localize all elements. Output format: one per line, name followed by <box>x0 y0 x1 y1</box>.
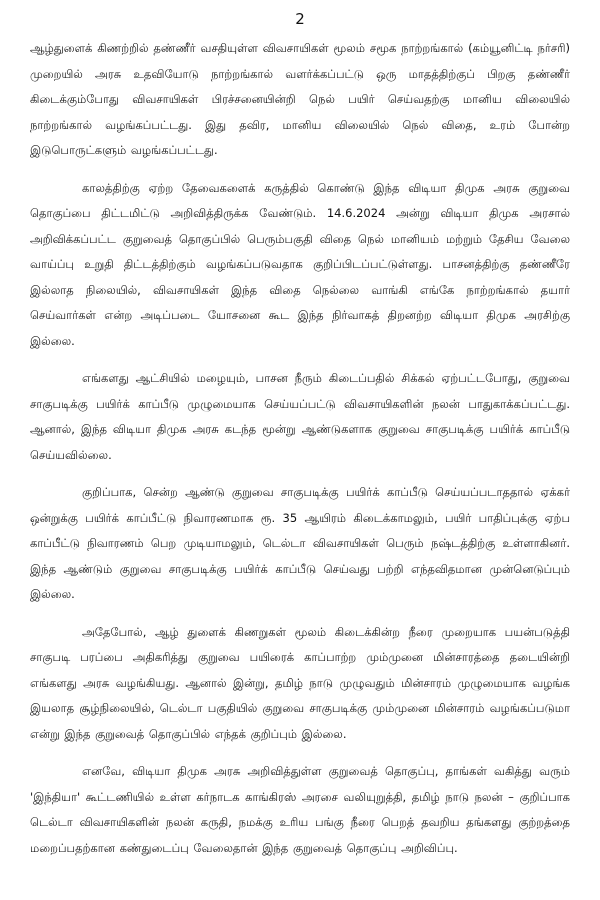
paragraph-2: காலத்திற்கு ஏற்ற தேவைகளைக் கருத்தில் கொண்டு இந்த விடியா திமுக அரசு குறுவை தொகுப்பை திட்டமிட்டு அறிவித்திருக்க வேண்டும். 14.6.2024 அன்று விடியா திமுக அரசால் அறிவிக்கப்பட்ட குறுவைத் தொகுப்பில் பெரும்பகுதி விதை நெல் மானியம் மற்றும் தேசிய வேலை வாய்ப்பு உறுதி திட்டத்திற்கும் வழங்கப்படுவதாக குறிப்பிடப்பட்டுள்ளது. பாசனத்திற்கு தண்ணீரே இல்லாத நிலையில், விவசாயிகள் இந்த விதை நெல்லை வாங்கி எங்கே நாற்றங்கால் தயார் செய்வார்கள் என்ற அடிப்படை யோசனை கூட இந்த நிர்வாகத் திறனற்ற விடியா திமுக அரசிற்கு இல்லை. <box>30 180 570 348</box>
paragraph-4: குறிப்பாக, சென்ற ஆண்டு குறுவை சாகுபடிக்கு பயிர்க் காப்பீடு செய்யப்படாததால் ஏக்கர் ஒன்றுக்கு பயிர்க் காப்பீட்டு நிவாரணமாக ரூ. 35 ஆயிரம் கிடைக்காமலும், பயிர் பாதிப்புக்கு ஏற்ப காப்பீட்டு நிவாரணம் பெற முடியாமலும், டெல்டா விவசாயிகள் பெரும் நஷ்டத்திற்கு உள்ளாகினர். இந்த ஆண்டும் குறுவை சாகுபடிக்கு பயிர்க் காப்பீடு செய்வது பற்றி எந்தவிதமான முன்னெடுப்பும் இல்லை. <box>30 485 570 601</box>
paragraph-6: எனவே, விடியா திமுக அரசு அறிவித்துள்ள குறுவைத் தொகுப்பு, தாங்கள் வகித்து வரும் 'இந்தியா' கூட்டணியில் உள்ள கர்நாடக காங்கிரஸ் அரசை வலியுறுத்தி, தமிழ் நாடு நலன் – குறிப்பாக டெல்டா விவசாயிகளின் நலன் கருதி, நமக்கு உரிய பங்கு நீரை பெறத் தவறிய தங்களது குற்றத்தை மறைப்பதற்கான கண்துடைப்பு வேலைதான் இந்த குறுவைத் தொகுப்பு அறிவிப்பு. <box>30 764 570 855</box>
paragraph-3: எங்களது ஆட்சியில் மழையும், பாசன நீரும் கிடைப்பதில் சிக்கல் ஏற்பட்டபோது, குறுவை சாகுபடிக்கு பயிர்க் காப்பீடு முழுமையாக செய்யப்பட்டு விவசாயிகளின் நலன் பாதுகாக்கப்பட்டது. ஆனால், இந்த விடியா திமுக அரசு கடந்த மூன்று ஆண்டுகளாக குறுவை சாகுபடிக்கு பயிர்க் காப்பீடு செய்யவில்லை. <box>30 371 570 462</box>
page-number: 2 <box>295 10 305 28</box>
paragraph-5: அதேபோல், ஆழ் துளைக் கிணறுகள் மூலம் கிடைக்கின்ற நீரை முறையாக பயன்படுத்தி சாகுபடி பரப்பை அதிகரித்து குறுவை பயிரைக் காப்பாற்ற மும்முனை மின்சாரத்தை தடையின்றி எங்களது அரசு வழங்கியது. ஆனால் இன்று, தமிழ் நாடு முழுவதும் மின்சாரம் முழுமையாக வழங்க இயலாத சூழ்நிலையில், டெல்டா பகுதியில் குறுவை சாகுபடிக்கு மும்முனை மின்சாரம் வழங்கப்படுமா என்று இந்த குறுவைத் தொகுப்பில் எந்தக் குறிப்பும் இல்லை. <box>30 624 570 741</box>
paragraph-1: ஆழ்துளைக் கிணற்றில் தண்ணீர் வசதியுள்ள விவசாயிகள் மூலம் சமூக நாற்றங்கால் (கம்யூனிட்டி நர்சரி) முறையில் அரசு உதவியோடு நாற்றங்கால் வளர்க்கப்பட்டு ஒரு மாதத்திற்குப் பிறகு தண்ணீர் கிடைக்கும்போது விவசாயிகள் பிரச்சனையின்றி நெல் பயிர் செய்வதற்கு மானிய விலையில் நாற்றங்கால் வழங்கப்பட்டது. இது தவிர, மானிய விலையில் நெல் விதை, உரம் போன்ற இடுபொருட்களும் வழங்கப்பட்டது. <box>30 41 570 157</box>
